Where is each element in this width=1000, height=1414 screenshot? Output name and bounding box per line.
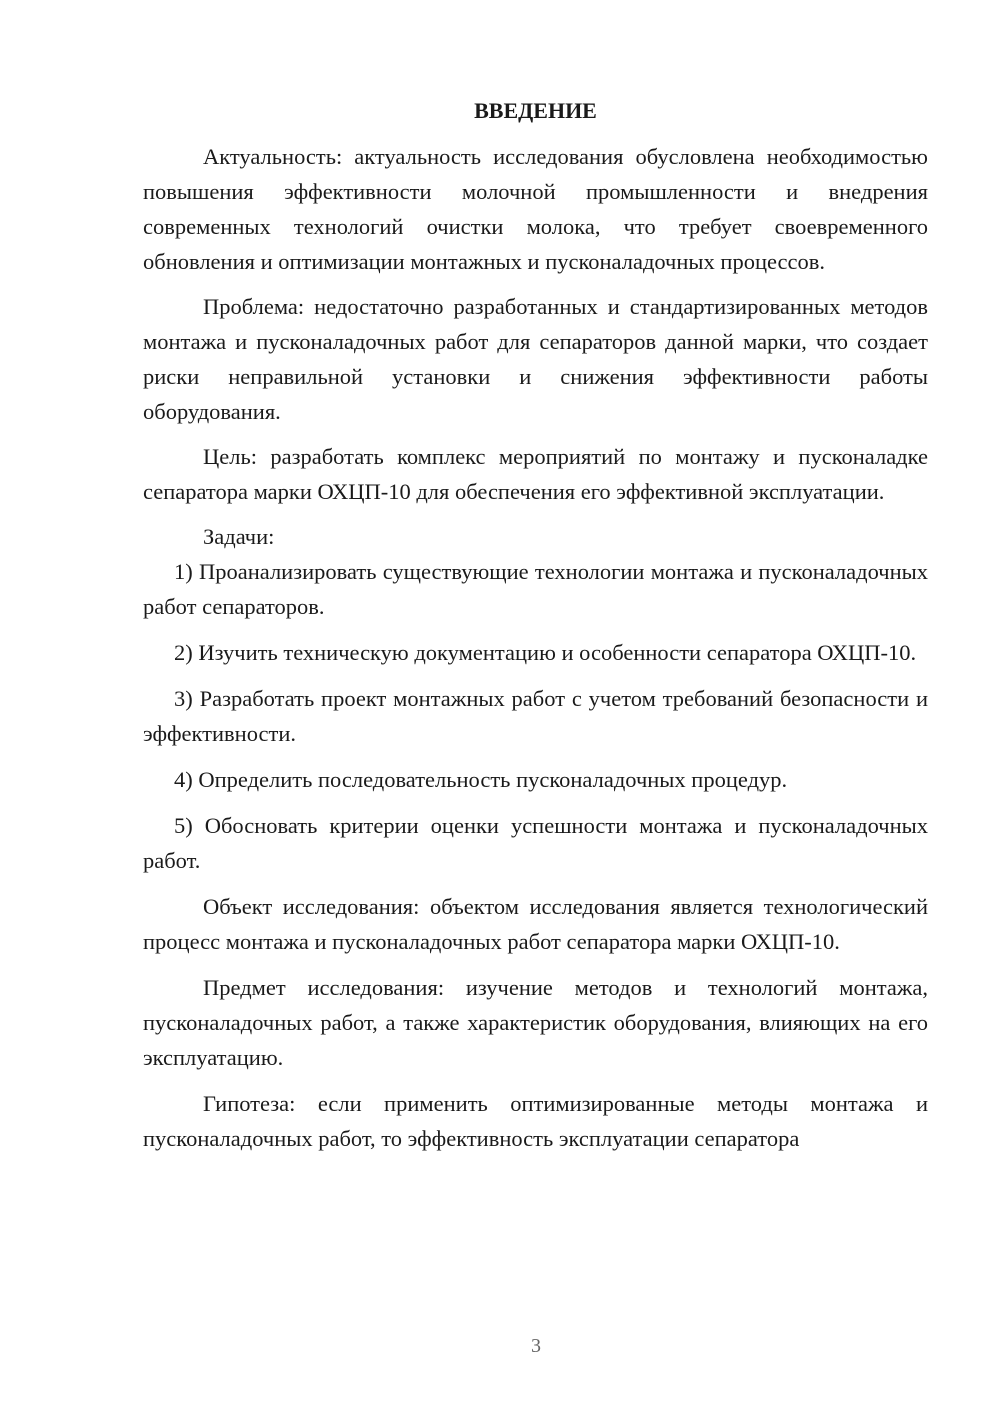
tasks-heading: Задачи: [203, 524, 275, 549]
paragraph-problem: Проблема: недостаточно разработанных и стандартизированных методов монтажа и пусконаладочных работ для сепараторов данной марки, что создает риски неправильной установки и снижения эффективности работы оборудования. [143, 294, 928, 424]
task-item-1: 1) Проанализировать существующие технологии монтажа и пусконаладочных работ сепараторов. [143, 559, 928, 619]
task-item-3: 3) Разработать проект монтажных работ с учетом требований безопасности и эффективности. [143, 686, 928, 746]
task-item-5: 5) Обосновать критерии оценки успешности монтажа и пусконаладочных работ. [143, 813, 928, 873]
task-item-2: 2) Изучить техническую документацию и особенности сепаратора ОХЦП-10. [174, 640, 917, 665]
paragraph-object: Объект исследования: объектом исследования является технологический процесс монтажа и пусконаладочных работ сепаратора марки ОХЦП-10. [143, 894, 928, 954]
section-title: ВВЕДЕНИЕ [474, 98, 597, 123]
paragraph-goal: Цель: разработать комплекс мероприятий по монтажу и пусконаладке сепаратора марки ОХЦП-10 для обеспечения его эффективной эксплуатации. [143, 444, 928, 504]
document-body [143, 96, 928, 1156]
task-item-4: 4) Определить последовательность пусконаладочных процедур. [174, 767, 788, 792]
paragraph-relevance: Актуальность: актуальность исследования обусловлена необходимостью повышения эффективности молочной промышленности и внедрения современных технологий очистки молока, что требует своевременного обновления и оптимизации монтажных и пусконаладочных процессов. [143, 144, 928, 274]
paragraph-hypothesis: Гипотеза: если применить оптимизированные методы монтажа и пусконаладочных работ, то эффективность эксплуатации сепаратора [143, 1091, 928, 1151]
page-number: 3 [531, 1335, 541, 1357]
paragraph-subject: Предмет исследования: изучение методов и технологий монтажа, пусконаладочных работ, а также характеристик оборудования, влияющих на его эксплуатацию. [143, 975, 928, 1070]
